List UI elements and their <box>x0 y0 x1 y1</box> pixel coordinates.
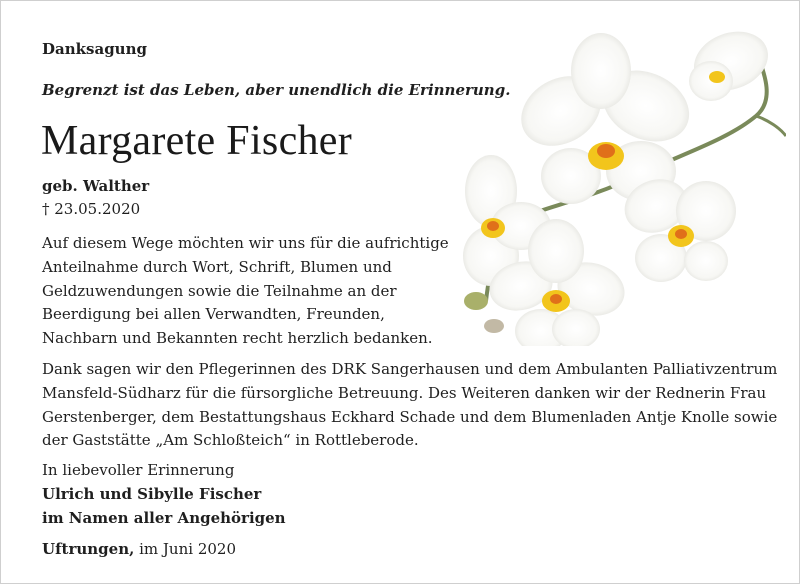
place-date <box>42 540 236 558</box>
text-line: Auf diesem Wege möchten wir uns für die aufrichtige <box>42 234 449 252</box>
text-line: Beerdigung bei allen Verwandten, Freunden, <box>42 305 385 324</box>
text-line: Mansfeld-Südharz für die fürsorgliche Betreuung. Des Weiteren danken wir der Rednerin Frau <box>42 383 767 402</box>
notice-motto: Begrenzt ist das Leben, aber unendlich die Erinnerung. <box>42 81 511 99</box>
text-line: Dank sagen wir den Pflegerinnen des DRK Sangerhausen und dem Ambulanten Palliativzentrum <box>42 360 778 378</box>
closing-block <box>42 459 286 530</box>
text-line: Geldzuwendungen sowie die Teilnahme an der <box>42 281 397 300</box>
closing-family: im Namen aller Angehörigen <box>42 508 286 527</box>
white-orchid-icon <box>456 16 786 346</box>
thanks-paragraph <box>42 232 462 351</box>
place-name: Uftrungen, <box>42 540 135 558</box>
closing-names: Ulrich und Sibylle Fischer <box>42 484 262 503</box>
text-line: Nachbarn und Bekannten recht herzlich bedanken. <box>42 329 433 348</box>
date-text: im Juni 2020 <box>139 540 236 558</box>
closing-intro: In liebevoller Erinnerung <box>42 461 235 479</box>
birth-name: geb. Walther <box>42 177 150 195</box>
text-line: Gerstenberger, dem Bestattungshaus Eckhard Schade und dem Blumenladen Antje Knolle sowie <box>42 407 778 426</box>
text-line: der Gaststätte „Am Schloßteich“ in Rottleberode. <box>42 431 419 450</box>
acknowledgement-paragraph <box>42 358 782 453</box>
notice-heading: Danksagung <box>42 40 147 58</box>
text-line: Anteilnahme durch Wort, Schrift, Blumen und <box>42 257 392 276</box>
deceased-name: Margarete Fischer <box>41 118 353 164</box>
death-date: † 23.05.2020 <box>42 200 141 218</box>
